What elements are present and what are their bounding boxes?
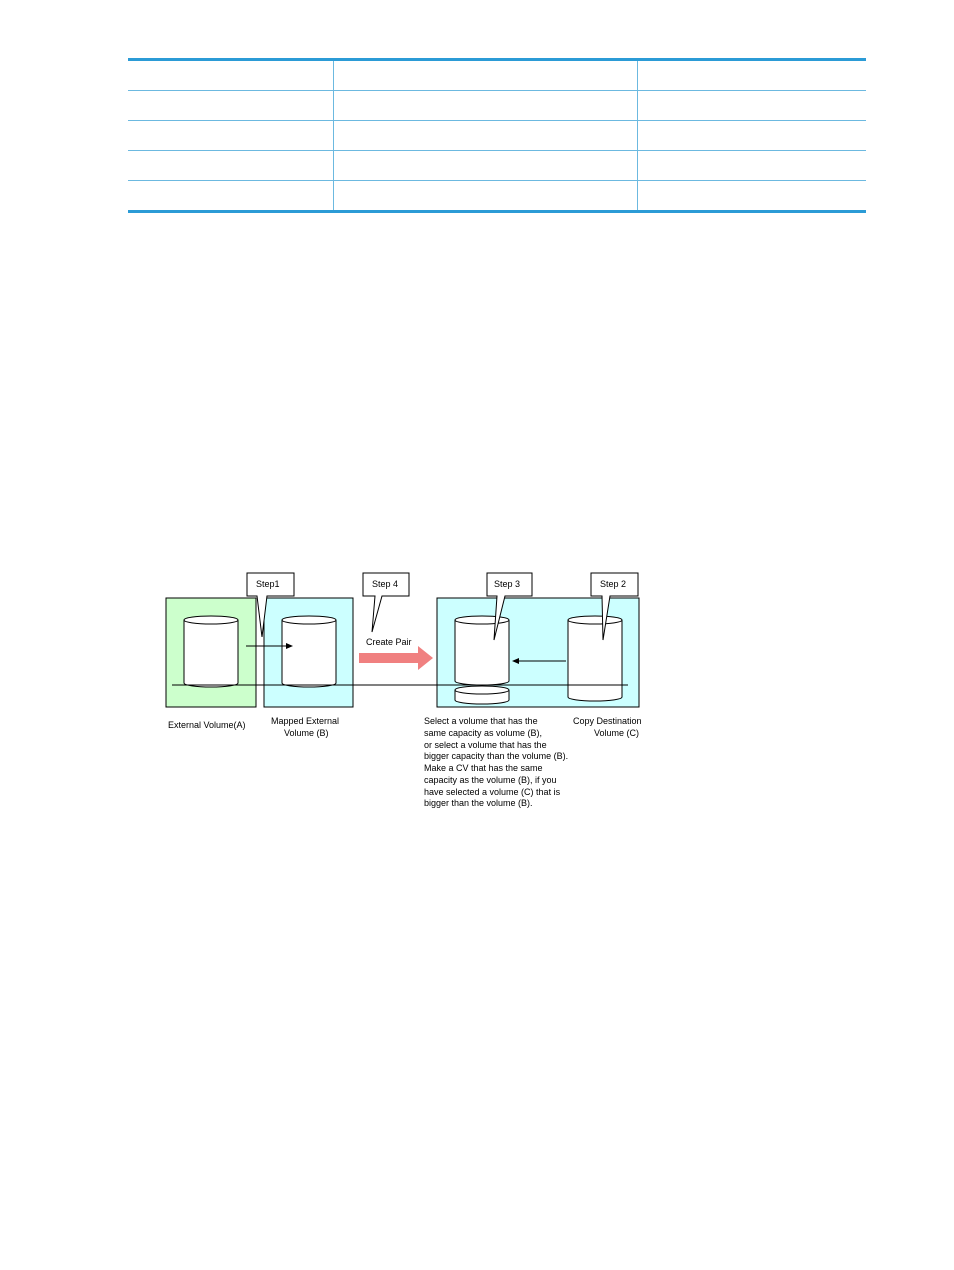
note-line: capacity as the volume (B), if you (424, 775, 557, 785)
cv-disk (455, 686, 509, 704)
step1-label: Step1 (256, 579, 280, 589)
create-pair-label: Create Pair (366, 637, 412, 647)
step3-label: Step 3 (494, 579, 521, 589)
copy-destination-label-line2: Volume (C) (594, 728, 640, 738)
note-line: same capacity as volume (B), (424, 728, 543, 738)
note-line: have selected a volume (C) that is (424, 787, 561, 797)
note-line: or select a volume that has the (424, 740, 547, 750)
note-line: Select a volume that has the (424, 716, 538, 726)
note-line: Make a CV that has the same (424, 763, 543, 773)
note-line: bigger capacity than the volume (B). (424, 751, 569, 761)
step4-callout (363, 573, 409, 632)
mapped-volume-cylinder (282, 616, 336, 687)
external-volume-label: External Volume(A) (168, 720, 246, 730)
copy-destination-cylinder (568, 616, 622, 701)
step2-label: Step 2 (600, 579, 627, 589)
mapped-external-label-line2: Volume (B) (284, 728, 329, 738)
note-line: bigger than the volume (B). (424, 798, 533, 808)
step4-label: Step 4 (372, 579, 399, 589)
select-volume-note (424, 716, 568, 808)
mapped-external-label-line1: Mapped External (271, 716, 340, 726)
create-pair-arrow (359, 646, 433, 670)
external-volume-cylinder (184, 616, 238, 687)
selected-volume-cylinder (455, 616, 509, 685)
copy-destination-label-line1: Copy Destination (573, 716, 642, 726)
